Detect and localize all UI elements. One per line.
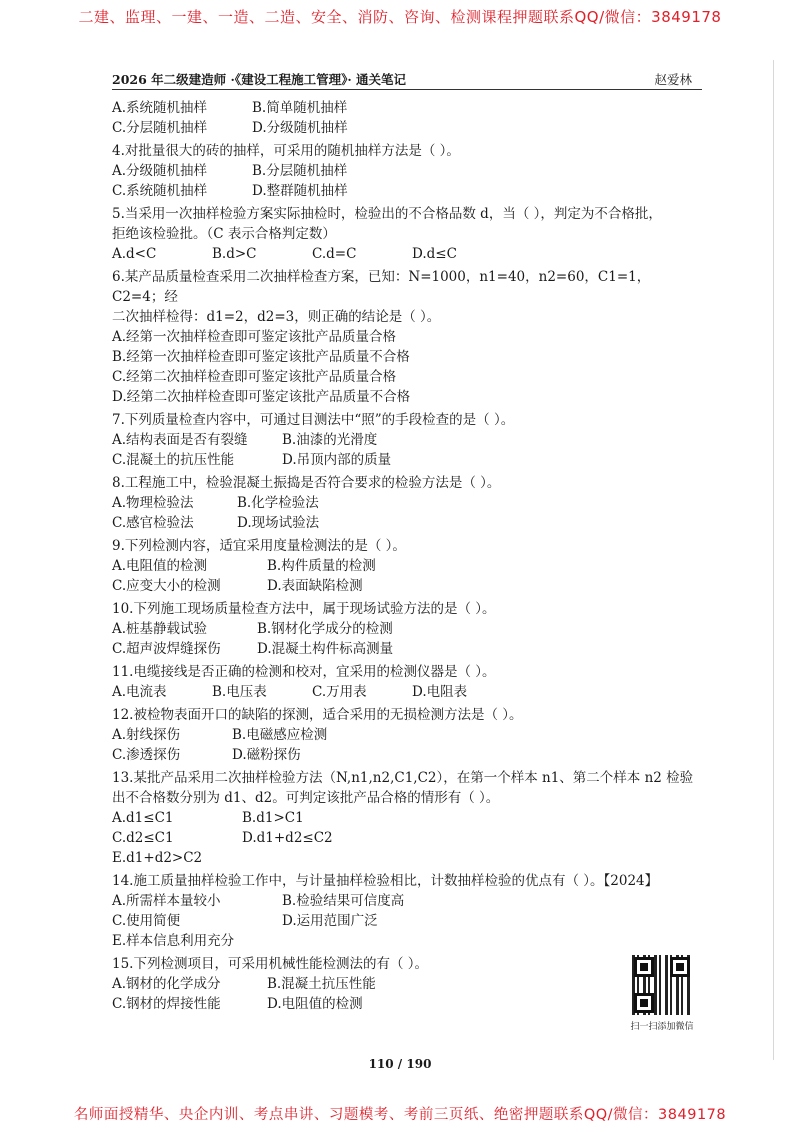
question-3 [112,98,702,138]
question-9 [112,536,702,596]
option: A.系统随机抽样 [112,100,208,116]
option: D.磁粉探伤 [232,747,301,763]
page-edge-line [773,60,774,1060]
header-rule [112,89,702,90]
option: D.运用范围广泛 [282,913,378,929]
option: D.电阻值的检测 [267,996,363,1012]
option: C.混凝土的抗压性能 [112,452,235,468]
question-stem: 10.下列施工现场质量检查方法中，属于现场试验方法的是（ ）。 [112,601,496,617]
option: D.d1+d2≤C2 [242,830,333,846]
question-5 [112,204,702,264]
question-10 [112,599,702,659]
question-6 [112,267,702,407]
option: C.使用简便 [112,913,181,929]
question-15 [112,954,702,1014]
question-stem: 9.下列检测内容，适宜采用度量检测法的是（ ）。 [112,538,406,554]
question-4 [112,141,702,201]
option: C.d2≤C1 [112,830,174,846]
option: D.整群随机抽样 [252,183,348,199]
option: D.经第二次抽样检查即可鉴定该批产品质量不合格 [112,389,411,405]
question-8 [112,473,702,533]
option: C.渗透探伤 [112,747,181,763]
option: A.射线探伤 [112,727,181,743]
option: A.桩基静载试验 [112,621,208,637]
option: D.分级随机抽样 [252,120,348,136]
question-stem: 12.被检物表面开口的缺陷的探测，适合采用的无损检测方法是（ ）。 [112,707,523,723]
question-stem-cont: 出不合格数分别为 d1、d2。可判定该批产品合格的情形有（ ）。 [112,790,500,806]
option: B.经第一次抽样检查即可鉴定该批产品质量不合格 [112,349,410,365]
question-stem: 8.工程施工中，检验混凝土振捣是否符合要求的检验方法是（ ）。 [112,475,501,491]
option: B.化学检验法 [237,495,319,511]
option: B.简单随机抽样 [252,100,348,116]
option: D.电阻表 [412,684,468,700]
option: C.d=C [312,246,357,262]
bottom-banner: 名师面授精华、央企内训、考点串讲、习题模考、考前三页纸、绝密押题联系QQ/微信：3849178 [73,1107,727,1123]
question-stem-cont: 二次抽样检得：d1=2，d2=3，则正确的结论是（ ）。 [112,309,441,325]
question-13 [112,768,702,868]
question-stem: 13.某批产品采用二次抽样检验方法（N,n1,n2,C1,C2），在第一个样本 n1、第二个样本 n2 检验 [112,770,694,786]
option: D.d≤C [412,246,457,262]
option: C.经第二次抽样检查即可鉴定该批产品质量合格 [112,369,397,385]
page-header [112,70,702,90]
question-stem: 6.某产品质量检查采用二次抽样检查方案，已知：N=1000，n1=40，n2=60，C1=1，C2=4；经 [112,269,651,305]
option: C.万用表 [312,684,367,700]
question-stem: 15.下列检测项目，可采用机械性能检测法的有（ ）。 [112,956,429,972]
option: B.钢材化学成分的检测 [257,621,393,637]
option: A.d<C [112,246,157,262]
option: A.电流表 [112,684,167,700]
option: A.电阻值的检测 [112,558,208,574]
option: B.分层随机抽样 [252,163,348,179]
option: D.吊顶内部的质量 [282,452,392,468]
top-banner: 二建、监理、一建、一造、二造、安全、消防、咨询、检测课程押题联系QQ/微信：3849178 [78,8,722,26]
qr-caption: 扫一扫添加微信 [630,1022,694,1032]
qr-code-icon [632,955,692,1015]
option: A.经第一次抽样检查即可鉴定该批产品质量合格 [112,329,397,345]
option: B.电磁感应检测 [232,727,328,743]
question-list [112,98,702,1014]
option: E.d1+d2>C2 [112,850,203,866]
option: D.现场试验法 [237,515,320,531]
option: A.结构表面是否有裂缝 [112,432,248,448]
question-stem: 11.电缆接线是否正确的检测和校对，宜采用的检测仪器是（ ）。 [112,664,496,680]
option: A.分级随机抽样 [112,163,208,179]
option: A.所需样本量较小 [112,893,221,909]
question-stem-cont: 拒绝该检验批。（C 表示合格判定数） [112,226,336,242]
option: B.电压表 [212,684,267,700]
option: A.物理检验法 [112,495,194,511]
question-stem: 7.下列质量检查内容中，可通过目测法中“照”的手段检查的是（ ）。 [112,412,515,428]
option: A.钢材的化学成分 [112,976,221,992]
option: C.分层随机抽样 [112,120,208,136]
option: A.d1≤C1 [112,810,174,826]
option: D.混凝土构件标高测量 [257,641,394,657]
question-stem: 4.对批量很大的砖的抽样，可采用的随机抽样方法是（ ）。 [112,143,460,159]
option: B.混凝土抗压性能 [267,976,376,992]
question-14 [112,871,702,951]
question-12 [112,705,702,765]
option: B.d1>C1 [242,810,304,826]
question-stem: 5.当采用一次抽样检验方案实际抽检时，检验出的不合格品数 d，当（ ），判定为不合格批， [112,206,662,222]
question-7 [112,410,702,470]
page-number: 110 / 190 [368,1057,432,1071]
option: C.超声波焊缝探伤 [112,641,221,657]
option: C.感官检验法 [112,515,194,531]
option: B.油漆的光滑度 [282,432,378,448]
wechat-qr [627,955,697,1032]
option: E.样本信息利用充分 [112,933,235,949]
question-11 [112,662,702,702]
header-title: 2026 年二级建造师 ·《建设工程施工管理》· 通关笔记 [112,72,407,87]
option: D.表面缺陷检测 [267,578,363,594]
option: C.应变大小的检测 [112,578,221,594]
option: C.钢材的焊接性能 [112,996,221,1012]
option: C.系统随机抽样 [112,183,208,199]
header-author: 赵爱林 [654,72,692,87]
question-stem: 14.施工质量抽样检验工作中，与计量抽样检验相比，计数抽样检验的优点有（ ）。【2024】 [112,873,659,889]
option: B.d>C [212,246,257,262]
option: B.检验结果可信度高 [282,893,405,909]
option: B.构件质量的检测 [267,558,376,574]
